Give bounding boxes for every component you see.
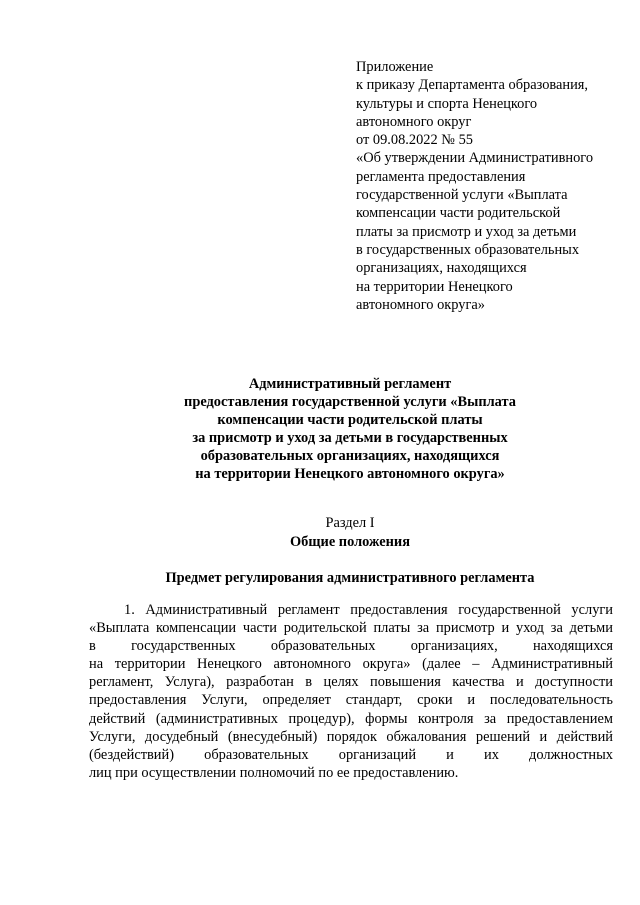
paragraph-line: Услуги, досудебный (внесудебный) порядок обжалования решений и действий: [89, 728, 613, 745]
appendix-line: автономного округа»: [356, 296, 485, 313]
appendix-line: на территории Ненецкого: [356, 278, 513, 295]
paragraph-line: в государственных образовательных организациях, находящихся: [89, 638, 613, 655]
title-line: предоставления государственной услуги «Выплата: [184, 393, 516, 410]
paragraph-line: 1. Административный регламент предоставления государственной услуги: [124, 602, 613, 618]
paragraph-line: «Выплата компенсации части родительской платы за присмотр и уход за детьми: [89, 620, 613, 637]
paragraph-line: (бездействий) образовательных организаций и их должностных: [89, 746, 613, 763]
appendix-line: от 09.08.2022 № 55: [356, 132, 473, 149]
title-line: компенсации части родительской платы: [217, 411, 483, 428]
appendix-line: компенсации части родительской: [356, 205, 561, 222]
appendix-line: «Об утверждении Административного: [356, 150, 594, 167]
paragraph-line: на территории Ненецкого автономного округа» (далее – Административный: [89, 656, 613, 673]
appendix-line: в государственных образовательных: [356, 241, 580, 258]
appendix-line: организациях, находящихся: [356, 260, 527, 277]
appendix-block: [356, 58, 618, 314]
title-line: Административный регламент: [248, 376, 452, 392]
appendix-line: государственной услуги «Выплата: [356, 187, 568, 204]
appendix-line: Приложение: [356, 59, 434, 75]
paragraph-line: лиц при осуществлении полномочий по ее предоставлению.: [89, 764, 459, 781]
appendix-line: платы за присмотр и уход за детьми: [356, 223, 577, 240]
title-line: на территории Ненецкого автономного округа»: [195, 465, 505, 482]
paragraph-line: действий (административных процедур), формы контроля за предоставлением: [89, 710, 613, 727]
appendix-line: культуры и спорта Ненецкого: [356, 95, 538, 112]
document-title: [60, 376, 640, 483]
paragraph-line: предоставления Услуги, определяет стандарт, сроки и последовательность: [89, 692, 613, 709]
subheading: Предмет регулирования административного регламента: [165, 570, 535, 586]
paragraph-line: регламент, Услуга), разработан в целях повышения качества и доступности: [89, 674, 613, 691]
section-heading: Общие положения: [289, 534, 411, 550]
paragraph: [89, 601, 613, 782]
appendix-line: автономного округ: [356, 113, 472, 130]
appendix-line: регламента предоставления: [356, 168, 526, 185]
appendix-line: к приказу Департамента образования,: [356, 77, 588, 94]
title-line: образовательных организациях, находящихся: [200, 447, 500, 464]
title-line: за присмотр и уход за детьми в государственных: [192, 429, 508, 446]
section-number: Раздел I: [325, 515, 375, 531]
